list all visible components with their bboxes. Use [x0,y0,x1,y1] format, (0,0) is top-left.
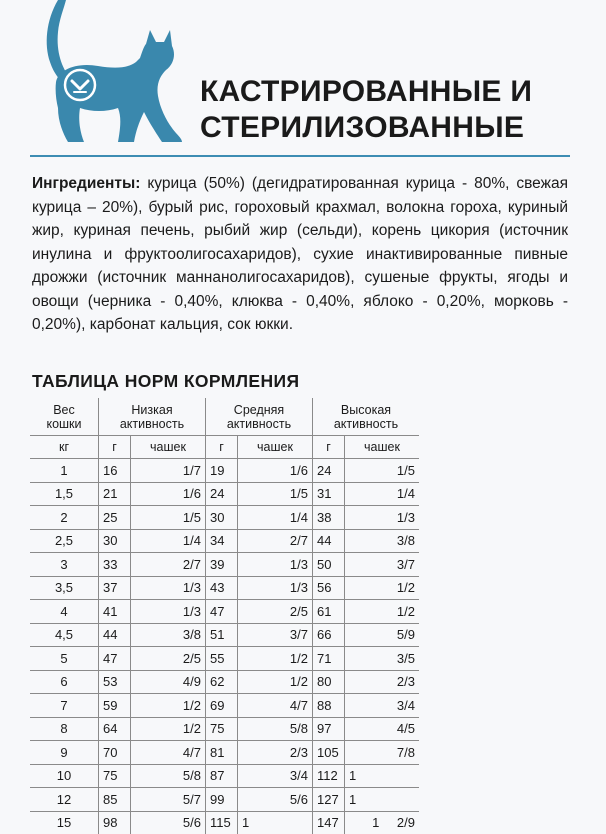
cell-high-cups: 3/7 [345,553,420,577]
cell-medium-cups: 1/3 [238,576,313,600]
cell-low-g: 25 [99,506,131,530]
cell-medium-g: 99 [206,788,238,812]
table-row [30,482,419,506]
table-header-row [30,398,419,436]
subheader-medium-g: г [206,436,238,459]
cell-low-cups: 4/9 [131,670,206,694]
table-row [30,741,419,765]
table-row [30,811,419,834]
subheader-low-cups: чашек [131,436,206,459]
cell-weight: 15 [30,811,99,834]
cell-low-cups: 2/7 [131,553,206,577]
cell-medium-cups: 2/7 [238,529,313,553]
cell-high-cups: 3/5 [345,647,420,671]
cell-medium-g: 51 [206,623,238,647]
cell-medium-cups: 1/3 [238,553,313,577]
cell-low-g: 53 [99,670,131,694]
table-row [30,600,419,624]
cell-high-cups: 5/9 [345,623,420,647]
cell-low-g: 30 [99,529,131,553]
cell-low-g: 21 [99,482,131,506]
cell-low-cups: 1/2 [131,717,206,741]
table-row [30,670,419,694]
cell-high-cups: 1 [345,764,420,788]
cell-medium-cups: 1/4 [238,506,313,530]
cell-medium-g: 34 [206,529,238,553]
cell-high-g: 88 [313,694,345,718]
cell-low-g: 59 [99,694,131,718]
cell-high-cups: 1/3 [345,506,420,530]
cell-weight: 3 [30,553,99,577]
cell-medium-cups: 1/2 [238,670,313,694]
cell-low-g: 47 [99,647,131,671]
table-row [30,576,419,600]
cell-high-g: 61 [313,600,345,624]
cell-medium-cups: 3/4 [238,764,313,788]
ingredients-label: Ингредиенты: [32,175,140,192]
cell-high-g: 38 [313,506,345,530]
cell-medium-g: 24 [206,482,238,506]
cell-medium-cups: 2/3 [238,741,313,765]
cell-high-cups: 4/5 [345,717,420,741]
cell-medium-g: 43 [206,576,238,600]
cell-low-g: 16 [99,459,131,483]
cell-high-g: 24 [313,459,345,483]
cell-medium-cups: 4/7 [238,694,313,718]
cell-high-g: 127 [313,788,345,812]
cell-low-cups: 4/7 [131,741,206,765]
cell-weight: 4 [30,600,99,624]
cell-weight: 6 [30,670,99,694]
cell-high-g: 105 [313,741,345,765]
cell-weight: 12 [30,788,99,812]
cell-medium-cups: 1/5 [238,482,313,506]
cell-low-cups: 1/4 [131,529,206,553]
header-low-activity: Низкая активность [99,398,206,436]
subheader-high-cups: чашек [345,436,420,459]
table-row [30,529,419,553]
cell-low-g: 98 [99,811,131,834]
cell-high-cups: 3/8 [345,529,420,553]
cell-low-cups: 1/5 [131,506,206,530]
cell-weight: 7 [30,694,99,718]
header-weight: Вес кошки [30,398,99,436]
cell-medium-cups: 5/8 [238,717,313,741]
table-row [30,694,419,718]
cell-high-cups: 1/4 [345,482,420,506]
cell-medium-g: 75 [206,717,238,741]
table-row [30,506,419,530]
cell-low-g: 64 [99,717,131,741]
cell-medium-cups: 1 [238,811,313,834]
table-subheader-row [30,436,419,459]
cell-high-cups: 3/4 [345,694,420,718]
cell-high-g: 66 [313,623,345,647]
cell-low-g: 75 [99,764,131,788]
cell-weight: 4,5 [30,623,99,647]
cell-medium-cups: 1/6 [238,459,313,483]
subheader-high-g: г [313,436,345,459]
cell-low-cups: 1/3 [131,576,206,600]
divider [30,155,570,157]
cell-high-cups: 1 2/9 [345,811,420,834]
cell-high-g: 56 [313,576,345,600]
cell-low-g: 85 [99,788,131,812]
cell-low-cups: 5/7 [131,788,206,812]
cell-medium-g: 55 [206,647,238,671]
cell-medium-cups: 2/5 [238,600,313,624]
cell-medium-g: 47 [206,600,238,624]
cell-high-g: 44 [313,529,345,553]
title-line-2: СТЕРИЛИЗОВАННЫЕ [200,110,532,146]
subheader-low-g: г [99,436,131,459]
cell-high-g: 147 [313,811,345,834]
cell-medium-g: 30 [206,506,238,530]
cell-high-cups: 1/2 [345,576,420,600]
cell-high-g: 71 [313,647,345,671]
cell-low-g: 33 [99,553,131,577]
table-row [30,764,419,788]
cell-high-cups: 1/5 [345,459,420,483]
cell-high-g: 31 [313,482,345,506]
cell-low-g: 44 [99,623,131,647]
cell-high-cups: 1 [345,788,420,812]
cell-high-cups: 2/3 [345,670,420,694]
table-body [30,459,419,834]
cell-weight: 1 [30,459,99,483]
cell-low-cups: 5/6 [131,811,206,834]
cell-low-g: 37 [99,576,131,600]
cell-weight: 2 [30,506,99,530]
page-title [200,74,532,146]
subheader-kg: кг [30,436,99,459]
cell-medium-g: 115 [206,811,238,834]
table-row [30,788,419,812]
ingredients-text: курица (50%) (дегидратированная курица - 80%, свежая курица – 20%), бурый рис, гороховый крахмал, волокна гороха, куриный жир, куриная печень, рыбий жир (сельди), корень цикория (источник инулина и фруктоолигосахаридов), сухие инактивированные пивные дрожжи (источник маннанолигосахаридов), сушеные фрукты, ягоды и овощи (черника - 0,40%, клюква - 0,40%, яблоко - 0,20%, морковь - 0,20%), карбонат кальция, сок юкки. [32,175,568,333]
cell-high-g: 97 [313,717,345,741]
header-medium-activity: Средняя активность [206,398,313,436]
title-line-1: КАСТРИРОВАННЫЕ И [200,74,532,110]
cat-logo-icon [36,0,186,145]
subheader-medium-cups: чашек [238,436,313,459]
table-row [30,459,419,483]
ingredients-paragraph [32,172,568,337]
cell-high-g: 50 [313,553,345,577]
table-row [30,553,419,577]
table-row [30,717,419,741]
cell-high-g: 80 [313,670,345,694]
cell-high-g: 112 [313,764,345,788]
cell-medium-cups: 5/6 [238,788,313,812]
cell-weight: 1,5 [30,482,99,506]
cell-medium-g: 39 [206,553,238,577]
cell-weight: 5 [30,647,99,671]
cell-low-cups: 3/8 [131,623,206,647]
cell-high-cups: 7/8 [345,741,420,765]
cell-low-g: 70 [99,741,131,765]
table-row [30,647,419,671]
header-high-activity: Высокая активность [313,398,420,436]
cell-medium-g: 81 [206,741,238,765]
cell-low-cups: 1/7 [131,459,206,483]
cell-high-cups: 1/2 [345,600,420,624]
cell-medium-g: 62 [206,670,238,694]
cell-weight: 2,5 [30,529,99,553]
cell-medium-g: 87 [206,764,238,788]
cell-low-cups: 1/6 [131,482,206,506]
table-title: ТАБЛИЦА НОРМ КОРМЛЕНИЯ [32,371,300,392]
cell-medium-cups: 3/7 [238,623,313,647]
cell-low-g: 41 [99,600,131,624]
cell-weight: 10 [30,764,99,788]
cell-low-cups: 5/8 [131,764,206,788]
cell-low-cups: 1/2 [131,694,206,718]
feeding-table [30,398,419,834]
cell-weight: 9 [30,741,99,765]
cell-medium-g: 19 [206,459,238,483]
cell-weight: 8 [30,717,99,741]
cell-medium-g: 69 [206,694,238,718]
cell-medium-cups: 1/2 [238,647,313,671]
table-row [30,623,419,647]
cell-low-cups: 1/3 [131,600,206,624]
cell-weight: 3,5 [30,576,99,600]
cell-low-cups: 2/5 [131,647,206,671]
